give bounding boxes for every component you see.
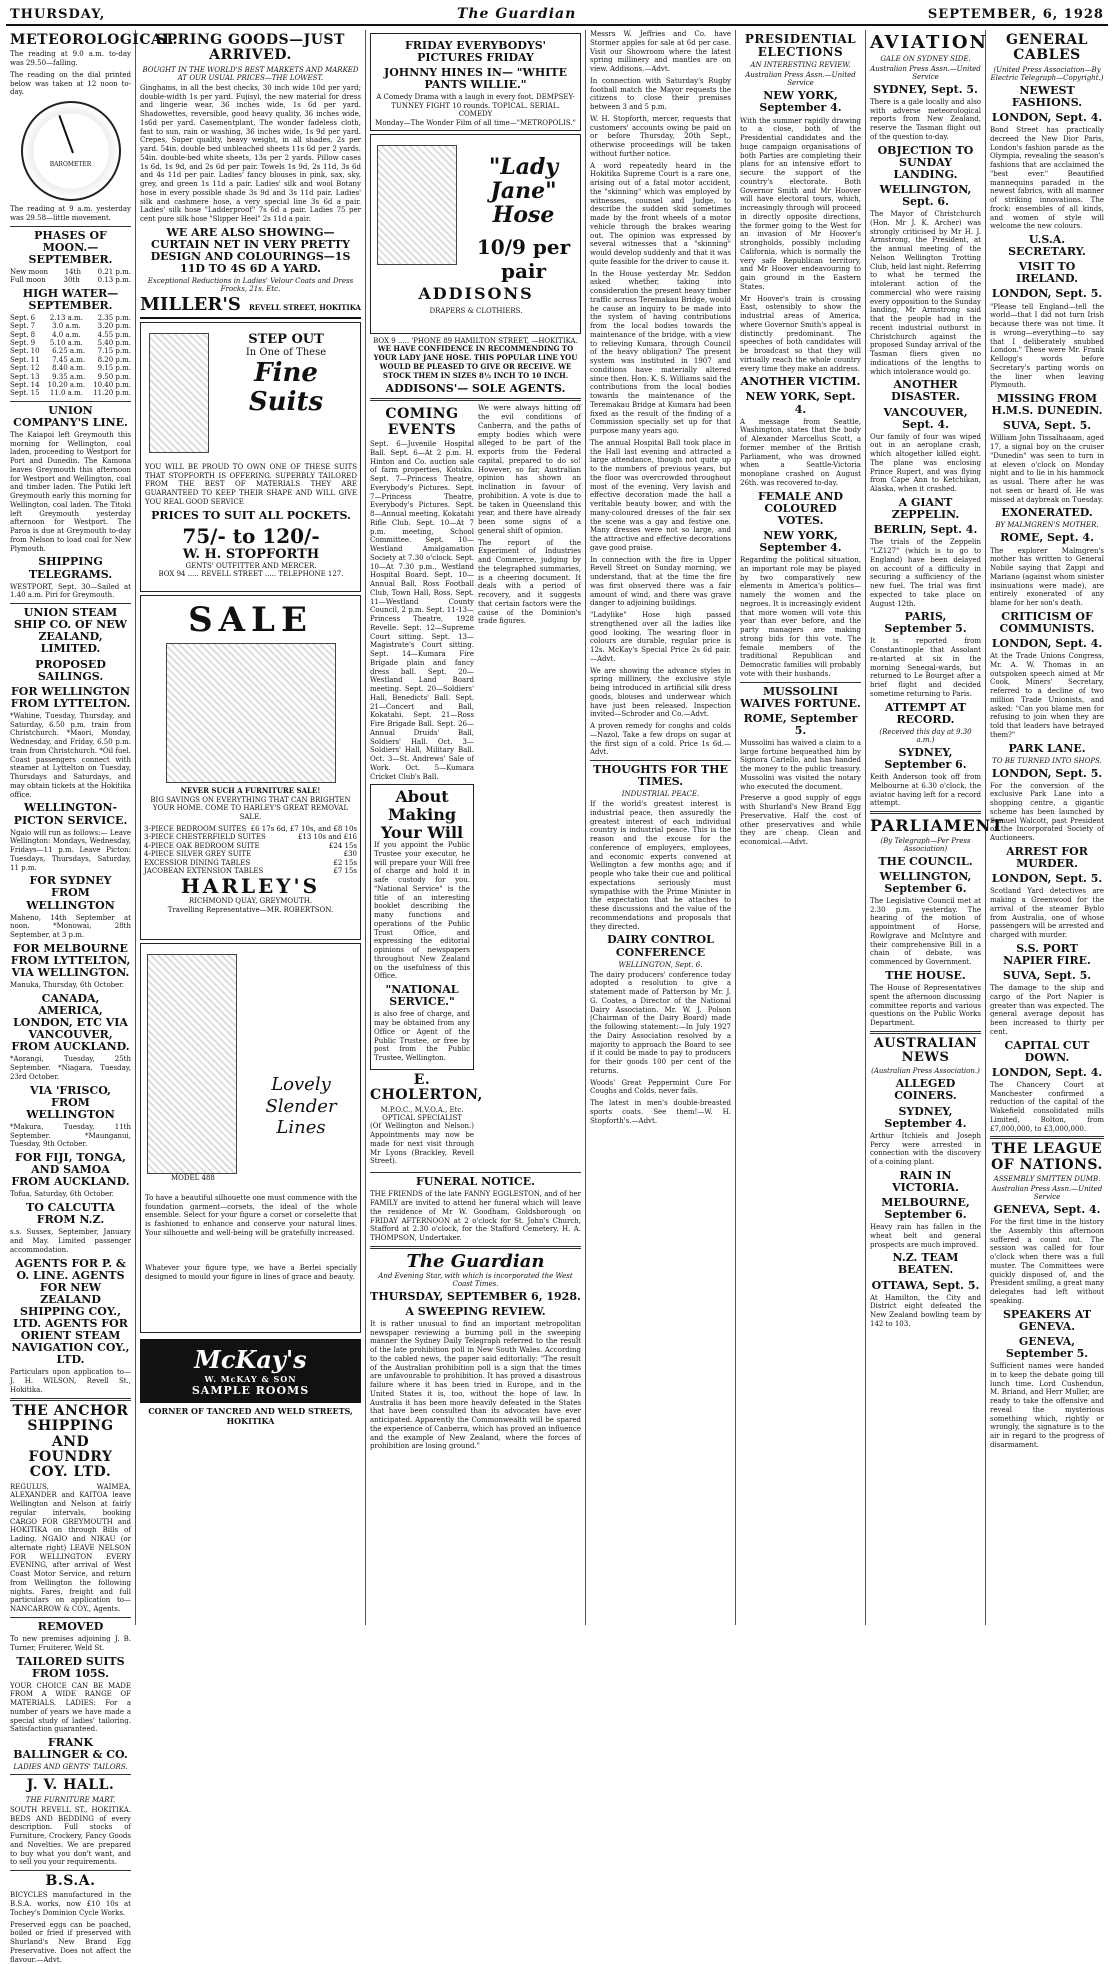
coming-text: Sept. 6—Juvenile Hospital Ball. Sept. 6—At 2 p.m. H. Hinton and Co. auction sale of farm properties, Kotuku. Sept. 7—Princess Theatre, Everybody's Pictures. Sept. 7—Princess Theatre, Everybody's Pictures. Sept. 8—Annual meeting, Kokatahi Rifle Club. Sept. 10—At 7 p.m. meeting, School Committee. Sept. 10—Westland Amalgamation Society at 7.30 o'clock. Sept. 10—At 7.30 p.m., Westland Hospital Board. Sept. 10—Annual Ball, Ross Football Club, Town Hall, Ross. Sept. 11—Westland County Council, 2 p.m. Sept. 11-13—Princess Theatre, 1928 Revelle. Sept. 12—Supreme Court sitting. Sept. 13—Magistrate's Court sitting. Sept. 14—Kumara Fire Brigade plain and fancy dress ball. Sept. 20—Westland Land Board meeting. Sept. 20—Soldiers' Hall, Benedicts' Ball. Sept. 21—Concert and Ball, Kokatahi. Sept. 21—Ross Fire Brigade Ball. Sept. 26—Annual Druids' Ball, Soldiers' Hall. Oct. 3—Soldiers' Hall, Military Ball. Oct. 3—St. Andrews' Sale of Work. Oct. 5—Kumara Cricket Club's Ball. — [370, 440, 474, 781]
exonerated-heading: EXONERATED. — [1001, 506, 1093, 520]
attempt-text: Keith Anderson took off from Melbourne at 6.30 o'clock, the aviator having left for a record attempt. — [870, 773, 981, 808]
pres-dateline: NEW YORK, September 4. — [759, 89, 842, 115]
cholerton-sub: M.P.O.C., M.V.O.A., Etc. OPTICAL SPECIALIST — [380, 1105, 464, 1123]
newspaper-page — [6, 4, 1108, 1964]
mussolini-heading: MUSSOLINI WAIVES FORTUNE. — [740, 684, 861, 710]
thoughts-heading: THOUGHTS FOR THE TIMES. — [593, 763, 728, 789]
missing-dateline: SUVA, Sept. 5. — [1002, 419, 1092, 433]
addisons-heading: ADDISONS — [418, 283, 534, 303]
public-trust-ad — [370, 784, 474, 1069]
harleys-heading: HARLEY'S — [180, 874, 321, 899]
ladyjane-price: 10/9 per pair — [476, 234, 571, 283]
removed-text: To new premises adjoining J. B. Turner, Fruiterer, Weld St. — [10, 1635, 131, 1652]
cables-heading: GENERAL CABLES — [1006, 32, 1088, 64]
tide-table — [10, 314, 131, 398]
canada-heading: CANADA, AMERICA, LONDON, ETC VIA VANCOUVER, FROM AUCKLAND. — [11, 991, 130, 1054]
tide-row: Sept. 11 7.45 a.m. 8.20 p.m. — [10, 355, 131, 364]
fiji-text: Tofua, Saturday, 6th October. — [10, 1190, 114, 1199]
parklane-heading: PARK LANE. — [1008, 741, 1086, 755]
female-dateline: NEW YORK, September 4. — [759, 528, 842, 554]
house-text: The House of Representatives spent the afternoon discussing committee reports and various questions on the Public Works Department. — [870, 984, 981, 1028]
pictures-b: A Comedy Drama with a laugh in every foot. DEMPSEY-TUNNEY FIGHT 10 rounds. TOPICAL. SERIAL. COMEDY — [376, 93, 575, 119]
wellington-text: *Wahine, Tuesday, Thursday, and Saturday, 6.50 p.m. train from Christchurch. *Maori, Monday, Wednesday, and Friday, 6.50 p.m. train from Christchurch. *Oil fuel. Coast passengers connect with steamer at Lyttelton on Tuesday, Thursdays and Saturdays, and may obtain tickets at the Hokitika office. — [10, 711, 131, 799]
masthead — [6, 4, 1108, 26]
sale-caption: NEVER SUCH A FURNITURE SALE! — [180, 786, 321, 796]
tide-row: Sept. 10 6.25 a.m. 7.15 p.m. — [10, 347, 131, 356]
frank-sub: LADIES AND GENTS' TAILORS. — [13, 1763, 128, 1772]
pres-text-2: Mr Hoover's train is crossing East, ostensibly to show the industrial areas of America, where Governor Smith's appeal is distinctly predominant. The speeches of both candidates will be broadcast so that they will virtually reach the whole country every time they make an address. — [740, 294, 861, 373]
hall-sub: THE FURNITURE MART. — [25, 1795, 116, 1804]
sweeping-text: It is rather unusual to find an important metropolitan newspaper reviewing a burning poll in the sweeping manner the Sydney Daily Telegraph referred to the result of the late prohibition poll in New South Wales. According to the cabled news, the paper said editorially: "The result of the Australian prohibition poll is a sign that the times are unfavourable to prohibition. It has proved a disastrous failure where it has been tried in Europe, and in the United States it is, too, without the hope of law. In Australia it has been more heavily defeated in the States that have been consulted than its advocates have ever anticipated. Apparently the Commonwealth will be spared the experience of Canberra, which has proved an influence and the example of New Zealand, where the forces of prohibition are losing ground." — [370, 1319, 581, 1451]
lovely-text: To have a beautiful silhouette one must commence with the foundation garment—corsets, the ideal of the whole ensemble. Select for your figure a corset or corselette that is fashioned to enhance and conserve your natural lines. Your silhouette and well-being will be gratefully increased. — [145, 1193, 357, 1237]
criticism-heading: CRITICISM OF COMMUNISTS. — [999, 609, 1095, 635]
attempt-dateline: SYDNEY, September 6. — [884, 745, 967, 771]
capital-heading: CAPITAL CUT DOWN. — [1004, 1038, 1090, 1064]
picton-text: Ngaio will run as follows:— Leave Wellington: Mondays, Wednesday, Fridays—11 p.m. Leave Picton: Tuesdays, Thursdays, Saturday, 11 p.m. — [10, 828, 131, 872]
team-text: At Hamilton, the City and District eight defeated the New Zealand bowling team by 142 to 103. — [870, 1293, 981, 1328]
addisons-sub: DRAPERS & CLOTHIERS. — [429, 306, 523, 315]
canada-text: *Aorangi, Tuesday, 25th September. *Niagara, Tuesday, 23rd October. — [10, 1055, 131, 1081]
funeral-heading: FUNERAL NOTICE. — [415, 1175, 536, 1189]
guardian-heading: The Guardian — [406, 1250, 545, 1272]
pictures-a: JOHNNY HINES IN— "WHITE PANTS WILLIE." — [384, 66, 567, 92]
sweeping-text-2: The report of the Experiment of Industries and Commerce, judging by the telegraphed summaries, is a cheering document. It deals with a period of recovery, and it suggests that certain factors were the cause of the Dominion's trade figures. — [478, 538, 581, 626]
stopforth-ad — [140, 322, 361, 592]
shipping-text: WESTPORT, Sept. 30—Sailed at 1.40 a.m. Piri for Greymouth. — [10, 582, 131, 600]
showing-heading: WE ARE ALSO SHOWING—CURTAIN NET IN VERY PRETTY DESIGN AND COLOURINGS—1S 11D TO 4S 6D A YARD. — [150, 225, 351, 276]
column-6 — [866, 30, 1005, 1625]
league-text: For the first time in the history the Assembly this afternoon suffered a count out. The session was called for four o'clock when there was a full muster. The Committees were quickly disposed of, and the President smiling, a great many delegates had left without speaking. — [990, 1218, 1104, 1305]
stopforth-sub: GENTS' OUTFITTER AND MERCER. — [185, 562, 317, 571]
mckays-ad — [140, 1339, 361, 1403]
calcutta-heading: TO CALCUTTA FROM N.Z. — [26, 1201, 115, 1227]
removed-heading: REMOVED — [37, 1619, 104, 1633]
abbey-text: Scotland Yard detectives are making a Greenwood for the arrival of the steamer Byblo from Australia, one of whose passengers will be arrested and charged with murder. — [990, 887, 1104, 939]
napier-dateline: SUVA, Sept. 5. — [1002, 968, 1092, 982]
paris-text: It is reported from Constantinople that Assolant re-started at six in the morning Senegal-wards, but returned to Le Bourget after a brief flight and decided sometime returning to Paris. — [870, 637, 981, 698]
calcutta-text: s.s. Sussex, September, January and May. Limited passenger accommodation. — [10, 1228, 131, 1254]
capital-text: The Chancery Court at Manchester confirmed a reduction of the capital of the Wakefield consolidated mills Limited, Bolton, from £7,000,000, to £3,000,000. — [990, 1080, 1104, 1133]
pictures-bar: FRIDAY EVERYBODYS' PICTURES FRIDAY — [404, 39, 547, 65]
phase-row: New moon 14th 0.21 p.m. — [10, 267, 131, 276]
team-dateline: OTTAWA, Sept. 5. — [871, 1278, 980, 1292]
natservice-text: is also free of charge, and may be obtained from any Office or Agent of the Public Trustee, or free by post from the Public Trustee, Wellington. — [374, 1010, 470, 1063]
abbey-dateline: LONDON, Sept. 5. — [991, 872, 1103, 886]
criticism-dateline: LONDON, Sept. 4. — [991, 636, 1103, 650]
masthead-day: THURSDAY, — [10, 6, 106, 22]
sale-heading: SALE — [188, 599, 313, 640]
addisons-box: BOX 9 ..... 'PHONE 89 HAMILTON STREET, —HOKITIKA. — [373, 336, 578, 345]
met-text: The reading at 9.0 a.m. to-day was 29.50—falling. — [10, 50, 131, 68]
met-after: The reading at 9 a.m. yesterday was 29.58—little movement. — [10, 205, 131, 222]
newest-dateline: LONDON, Sept. 4. — [991, 110, 1103, 124]
disaster-heading: ANOTHER DISASTER. — [891, 378, 960, 404]
prices-sub: PRICES TO SUIT ALL POCKETS. — [151, 508, 351, 522]
dairy-sub: WELLINGTON, Sept. 6. — [618, 960, 703, 969]
sale-item: 3-PIECE BEDROOM SUITES £6 17s 6d, £7 10s, and £8 10s — [144, 824, 357, 833]
columns — [6, 30, 1108, 1964]
agents-heading: AGENTS FOR P. & O. LINE. AGENTS FOR NEW ZEALAND SHIPPING COY., LTD. AGENTS FOR ORIENT STEAM NAVIGATION COY., LTD. — [11, 1256, 130, 1367]
col4-text-2: W. H. Stopforth, mercer, requests that customers' accounts owing be paid on or before Thursday, 20th Sept., otherwise proceedings will be taken without further notice. — [590, 114, 731, 158]
disaster-dateline: VANCOUVER, Sept. 4. — [883, 405, 968, 431]
parklane-sub: TO BE TURNED INTO SHOPS. — [992, 756, 1102, 765]
aviation-sub: GALE ON SYDNEY SIDE. — [880, 54, 971, 63]
melbourne-text: Manuka, Thursday, 6th October. — [10, 981, 125, 990]
hall-heading: J. V. HALL. — [26, 1777, 115, 1794]
visit-heading: VISIT TO IRELAND. — [1016, 260, 1078, 286]
column-1 — [6, 30, 179, 1964]
frisco-text: *Makura, Tuesday, 11th September. *Maunganui, Tuesday, 9th October. — [10, 1122, 131, 1149]
spring-millinery-text: We are showing the advance styles in spring millinery, the exclusive style being introduced in artificial silk dress goods, blouses and underwear which have just been released. Inspection invited—Schroder and Co.—Advt. — [590, 666, 731, 719]
hose-illustration-icon — [377, 145, 457, 265]
sydney-heading: FOR SYDNEY FROM WELLINGTON — [26, 874, 115, 912]
union-heading: UNION COMPANY'S LINE. — [13, 403, 128, 429]
phase-row: Full moon 30th 0.13 p.m. — [10, 276, 131, 285]
paris-heading: PARIS, September 5. — [884, 610, 967, 636]
spring-sub: BOUGHT IN THE WORLD'S BEST MARKETS AND MARKED AT OUR USUAL PRICES—THE LOWEST. — [142, 65, 359, 82]
sale-item: 4-PIECE SILVER GREY SUITE £30 — [144, 850, 357, 859]
rain-text: Heavy rain has fallen in the wheat belt and general prospects are much improved. — [870, 1223, 981, 1249]
tide-row: Sept. 14 10.20 a.m. 10.40 p.m. — [10, 381, 131, 390]
league-heading: THE LEAGUE OF NATIONS. — [991, 1141, 1103, 1173]
newest-text: Bond Street has practically decreed the New Dior Paris, London's fashion parade as the Olympia, revealing the season's fashions that are acclaimed the "best ever." Beautified mannequins paraded in the newest fabrics, with all manner of striking innovations. The frock: ensembles of all kinds, and women of style will welcome the new colours. — [990, 126, 1104, 231]
tide-row: Sept. 12 8.40 a.m. 9.15 p.m. — [10, 364, 131, 373]
mckays-address: CORNER OF TANCRED AND WELD STREETS, HOKITIKA — [148, 1405, 353, 1426]
column-2 — [136, 30, 366, 1625]
masthead-date: SEPTEMBER, 6, 1928 — [927, 6, 1104, 22]
council-dateline: WELLINGTON, September 6. — [879, 869, 972, 895]
stepout-sub: In One of These — [245, 347, 327, 359]
coiners-text: Arthur Itchiels and Joseph Percy were arrested in connection with the discovery of a coining plant. — [870, 1131, 981, 1167]
sale-items — [144, 825, 357, 875]
sale-item: JACOBEAN EXTENSION TABLES £7 15s — [144, 866, 357, 875]
barometer-needle — [58, 115, 74, 153]
suited-man-illustration-icon — [149, 333, 209, 453]
exonerated-sub: BY MALMGREN'S MOTHER. — [995, 521, 1099, 530]
austnews-sub: (Australian Press Association.) — [871, 1067, 980, 1076]
millers-heading: MILLER'S — [140, 294, 241, 316]
thoughts-text: If the world's greatest interest is industrial peace, then assuredly the greatest interest of each individual country is industrial peace. This is the reason and the excuse for the conference of employers, employees, and economic experts convened at Wellington a few months ago; and if people who take their cue and political expectations seriously must sympathise with the Prime Minister in the expectation that he attaches to these discussions and the value of the recommendations and proposals that they directed. — [590, 800, 731, 931]
column-4 — [586, 30, 736, 1625]
napier-text: The damage to the ship and cargo of the Port Napier is greater than was expected. The general average deposit has been increased to thirty per cent. — [990, 984, 1104, 1036]
column-5 — [736, 30, 866, 1625]
anchor-text: REGULUS, WAIMEA, ALEXANDER and KAITOA leave Wellington and Nelson at fairly regular intervals, booking CARGO FOR GREYMOUTH and HOKITIKA on through Bills of Lading. NGAIO and NIKAU (or alternate right) LEAVE NELSON FOR WELLINGTON EVERY EVENING, after arrival of West Coast Motor Service, and return from Wellington the following nights. Fares, freight and full particulars on application to— NANCARROW & COY., Agents. — [10, 1482, 131, 1614]
council-heading: THE COUNCIL. — [878, 854, 973, 868]
secretary-heading: U.S.A. SECRETARY. — [1008, 233, 1086, 259]
showing-sub: Exceptional Reductions in Ladies' Velour Coats and Dress Frocks, 21s. Etc. — [147, 277, 354, 294]
fiji-heading: FOR FIJI, TONGA, AND SAMOA FROM AUCKLAND. — [11, 1151, 130, 1189]
tide-row: Sept. 13 9.35 a.m. 9.50 p.m. — [10, 372, 131, 381]
ladyjane-ad — [370, 134, 581, 334]
stepout-heading: STEP OUT — [248, 331, 324, 347]
anchor-heading: THE ANCHOR SHIPPING AND FOUNDRY COY. LTD. — [12, 1402, 129, 1481]
melbourne-heading: FOR MELBOURNE FROM LYTTELTON, VIA WELLINGTON. — [10, 941, 131, 980]
spring-heading: SPRING GOODS—JUST ARRIVED. — [156, 32, 345, 64]
ladylike-text: "Ladylike" Hose high passed strengthened over all the ladies like good looking. The wearing floor in colours are durable, regular price is 12s. McKay's Special Price 2s 6d pair.—Advt. — [590, 611, 731, 663]
column-3 — [366, 30, 586, 1625]
masthead-title: The Guardian — [456, 6, 577, 22]
frisco-heading: VIA 'FRISCO, FROM WELLINGTON — [26, 1083, 115, 1121]
funeral-text: THE FRIENDS of the late FANNY EGGLESTON, and of her FAMILY are invited to attend her funeral which will leave the residence of Mr W. Goodham, Goldsborough on FRIDAY AFTERNOON at 2 o'clock for St. John's Church, Stafford at 2.30 o'clock, for the Stafford Cemetery. H. A. THOMPSON, Undertaker. — [370, 1190, 581, 1243]
tailored-text: YOUR CHOICE CAN BE MADE FROM A WIDE RANGE OF MATERIALS. LADIES: For a number of years we have made a special study of ladies' tailoring. Satisfaction guaranteed. — [10, 1681, 131, 1734]
tide-row: Sept. 15 11.0 a.m. 11.20 p.m. — [10, 389, 131, 398]
visit-text: "Please tell England—tell the world—that I did not turn Irish because there was not time. It is wrong—everything—to say that I deliberately snubbed London." These were Mr. Frank Kellogg's words before Secretary's parting words on the liner when leaving Plymouth. — [990, 302, 1104, 390]
mckays-rooms: SAMPLE ROOMS — [191, 1383, 310, 1397]
another-heading: ANOTHER VICTIM. — [740, 375, 861, 389]
pictures-c: Monday—The Wonder Film of all time—"METROPOLIS." — [375, 118, 576, 127]
ladyjane-heading: "Lady Jane" Hose — [488, 153, 559, 229]
mckays-sub: W. McKAY & SON — [204, 1373, 297, 1384]
bsa-text: BICYCLES manufactured in the B.S.A. works, now £10 10s at Tochey's Dominion Cycle Works. — [10, 1891, 131, 1917]
coiners-dateline: SYDNEY, September 4. — [884, 1104, 967, 1130]
tide-row: Sept. 9 5.10 a.m. 5.40 p.m. — [10, 339, 131, 348]
lovely-text-2: Whatever your figure type, we have a Berlei specially designed to mould your figure in lines of grace and beauty. — [145, 1263, 357, 1281]
another-dateline: NEW YORK, Sept. 4. — [745, 390, 856, 416]
col4-text-4: In the House yesterday Mr. Seddon asked whether, taking into consideration the present heavy timber traffic across Teremakau Bridge, would he cause an inquiry to be made into the system of having contributions from the local bodies towards the maintenance of the bridge, with a view to relieving Kumara, through Council of the heavy obligation? The present system was instituted in 1907 and conditions have materially altered since then. Hon. K. S. Williams said the contributions from the local bodies towards the maintenance of the Teremakau Bridge at Kumara had been fixed as the result of the finding of a Commission specially set up for that purpose many years ago. — [590, 269, 731, 435]
house-heading: THE HOUSE. — [885, 968, 966, 982]
proposed-heading: PROPOSED SAILINGS. — [35, 657, 106, 683]
newest-heading: NEWEST FASHIONS. — [1011, 83, 1083, 109]
zeppelin-text: The trials of the Zeppelin "LZ127" (which is to go to England) have been delayed on account of a difficulty in securing a sufficiency of the new fuel. The trial was first expected to take place on August 12th. — [870, 538, 981, 608]
corset-model-illustration-icon — [147, 954, 237, 1174]
pictures-ad — [370, 33, 581, 131]
coming-text-2: We were always hitting off the evil conditions of Canberra, and the paths of empty bodies which were alleged to be part of the exports from the Federal capital, prepared to do so! However, so far, Australian opinion has shown an inclination in favour of prohibition. A vote is due to be taken in Queensland this year, and there have already been some signs of a general shift of opinion. — [478, 404, 581, 535]
missing-text: William John Tissalhaaam, aged 17, a signal boy on the cruiser "Dunedin" was seen to turn in at eleven o'clock on Monday night and to lie in his hammock as usual. There after he was not seen or heard of. He was missed at daybreak on Tuesday. — [990, 434, 1104, 504]
rain-heading: RAIN IN VICTORIA. — [892, 1168, 959, 1194]
col5-eggs-text: Preserve a good supply of eggs with Shurland's New Brand Egg Preservative. Half the cost of other preservatives and while they are cheap. Clean and economical.—Advt. — [740, 794, 861, 847]
female-text: Regarding the political situation, an important role may be played by two comparatively new elements in America's politics—namely the women and the negroes. It is increasingly evident that more women will vote this year than ever before, and the party managers are making strong bids for this vote. The female members of the traditional Republican and Democratic families will probably vote with their husbands. — [740, 556, 861, 678]
league-dateline: GENEVA, Sept. 4. — [993, 1203, 1101, 1217]
shipping-heading: SHIPPING TELEGRAMS. — [28, 555, 113, 581]
stopforth-box: BOX 94 ..... REVELL STREET ..... TELEPHONE 127. — [158, 570, 344, 579]
visit-dateline: LONDON, Sept. 5. — [991, 287, 1103, 301]
model-label: MODEL 488 — [171, 1173, 215, 1182]
remedy-text: A proven remedy for coughs and colds—Nazol. Take a few drops on sugar at the first sign of a cold. Price 1s 6d.—Advt. — [590, 722, 731, 757]
phases-heading: PHASES OF MOON.—SEPTEMBER. — [28, 228, 113, 266]
col4-text-3: A word repeatedly heard in the Hokitika Supreme Court is a rare one, arising out of a fatal motor accident, the "skinning" which was employed by witnesses, counsel and Judge, to describe the sudden skid sometimes made by the front wheels of a motor vehicle through the brakes wearing out. The opinion was expressed by several witnesses that a "skinning" would develop suddenly and that it was quite feasible for the driver to cause it. — [590, 161, 731, 266]
capital-dateline: LONDON, Sept. 4. — [991, 1065, 1103, 1079]
zeppelin-heading: A GIANT ZEPPELIN. — [891, 495, 960, 522]
dairy-text: The dairy producers' conference today adopted a resolution to give a statement made of Patterson by Mr. J. G. Coates, a Director of the National Dairy Association. Mr. W. J. Polson (Chairman of the Dairy Board) made the following statement:—In July 1927 the Dairy Association resolved by a majority to approach the Board to see if it could be made to pay to producers for their goods 100 per cent of the returns. — [590, 970, 731, 1075]
sale-text: BIG SAVINGS ON EVERYTHING THAT CAN BRIGHTEN YOUR HOME. COME TO HARLEY'S GREAT REMOVAL SALE. — [150, 795, 351, 822]
parklane-dateline: LONDON, Sept. 5. — [991, 766, 1103, 780]
aviation-heading: AVIATION — [870, 32, 988, 53]
sunday-dateline: WELLINGTON, Sept. 6. — [879, 182, 972, 209]
column-7 — [986, 30, 1108, 1625]
attempt-sub: (Received this day at 9.30 a.m.) — [879, 727, 972, 744]
speakers-dateline: GENEVA, September 5. — [1005, 1334, 1089, 1360]
col4-text-1: In connection with Saturday's Rugby football match the Mayor requests the citizens to close their premises between 3 and 5 p.m. — [590, 76, 731, 111]
addisons-sole: ADDISONS'— SOLE AGENTS. — [385, 382, 566, 396]
sale-item: 3-PIECE CHESTERFIELD SUITES £13 10s and £16 — [144, 833, 357, 842]
coming-heading: COMING EVENTS — [385, 406, 459, 438]
pres-text: With the summer rapidly drawing to a close, both of the Presidential candidates and the huge campaign organisations of both Parties are completing their plans for an intensive effort to secure the support of the country's electorate. Both Governor Smith and Mr Hoover will have electoral tours, which, increasingly through will proceed in directly opposite directions, the former going to the West for an invasion of Mr Hoover's strongholds, possibly including California, which is normally the very safe Republican territory, and Mr Hoover endeavouring to gain ground in the Eastern States. — [740, 116, 861, 291]
pres-heading: PRESIDENTIAL ELECTIONS — [744, 32, 857, 60]
tide-row: Sept. 6 2.13 a.m. 2.35 p.m. — [10, 313, 131, 322]
spring-text: Ginghams, in all the best checks, 30 inch wide 10d per yard; double-width 1s per yard. Fujisyl, the new material for dress and lingerie wear, 36 inches wide, 1s 6d per yard. Shadowettes, reversible, good heavy quality, 36 inches wide, 1s6d per yard. Casementplant, The wonder fadeless cloth, fast to sun, rain or washing, 36 inches wide, 1s 9d per yard. Crepes, Super quality, heavy weight, in all shades, 2s per yard. 54in. double bed unbleached sheets 11s 6d per 2 yards. 54in. double-bed white sheets, 13s per 2 yards. Pillow cases 1s 6d, 1s 9d, and 2s 6d per pair. Towels 1s 9d, 2s 11d, 3s 6d and 4s 11d per pair. Ladies' fancy blouses in pink, sax, sky, grey, and green 1s 11d a pair. Ladies' silk and wool Botany hose in every possible shade 3s 9d and 3s 11d pair. Ladies' silk and cashmere hose, a very special line 3s 6d a pair. Ladies' silk hose "Ladderproof" 7s 6d a pair. Ladies 75 per cent pure silk hose "Slipper Heel" 2s 11d a pair. — [140, 83, 361, 224]
criticism-text: At the Trade Unions Congress, Mr. A. W. Thomas in an outspoken speech aimed at Mr Cook, Miners' Secretary, referred to a decline of two million Trade Unionists, and asked: "Can you blame men for refusing to join when they are told that leaders have betrayed them?" — [990, 652, 1104, 739]
harleys-sub: RICHMOND QUAY, GREYMOUTH. — [188, 897, 313, 906]
napier-heading: S.S. PORT NAPIER FIRE. — [1003, 941, 1091, 967]
league-press: Australian Press Assn.—United Service — [991, 1185, 1103, 1202]
cholerton-heading: E. CHOLERTON, — [370, 1071, 483, 1104]
another-text: A message from Seattle, Washington, states that the body of Alexander Marcellus Scott, a former member of the British Parliament, who was drowned when a Seattle-Victoria monoplane crashed on August 26th, was recovered to-day. — [740, 417, 861, 487]
coiners-heading: ALLEGED COINERS. — [894, 1077, 957, 1103]
col4-text-6: In connection with the fire in Upper Revell Street on Sunday morning, we understand, that at the time the fire was first observed there was a fair amount of wind, and there was grave danger to adjoining buildings. — [590, 555, 731, 608]
rain-dateline: MELBOURNE, September 6. — [881, 1195, 970, 1222]
parliament-sub: (By Telegraph—Per Press Association) — [880, 836, 971, 853]
guardian-date: THURSDAY, SEPTEMBER 6, 1928. — [370, 1289, 581, 1303]
col4-text-5: The annual Hospital Ball took place in the Hall last evening and attracted a large attendance, though not quite up to the numbers of previous years, but the floor was overcrowded throughout most of the evening. Very lavish and effective decoration made the hall a veritable beauty bower, and with the many-coloured dresses of the fair sex the scene was a gay and festive one. Many dresses were not so large, and the attractive and effective decorations gave good praise. — [590, 438, 731, 552]
parklane-text: For the conversion of the exclusive Park Lane into a shopping centre, a gigantic scheme has been launched by Samuel Walcott, past President of the Incorporated Society of Auctioneers. — [990, 781, 1104, 843]
jeffries-text: Messrs W. Jeffries and Co. have Stormer apples for sale at 6d per case. Visit our Showroom where the latest spring millinery and mantles are on view. Addisons.—Advt. — [590, 30, 731, 73]
col4-text-7: The latest in men's double-breasted sports coats. See them!—W. H. Stopforth's.—Advt. — [590, 1099, 731, 1125]
austnews-heading: AUSTRALIAN NEWS — [873, 1035, 978, 1066]
will-text: If you appoint the Public Trustee your executor, he will prepare your Will free of charge and hold it in safe custody for you. "National Service" is the title of an interesting booklet describing the many functions and operations of the Public Trust Office, and expressing the editorial opinions of newspapers throughout New Zealand on the usefulness of this Office. — [374, 841, 470, 981]
barometer-dial-icon — [21, 101, 121, 201]
harleys-ad — [140, 595, 361, 940]
sweeping-heading: A SWEEPING REVIEW. — [405, 1304, 546, 1318]
barometer-label: BAROMETER — [49, 161, 92, 169]
sale-item: EXCESSIOR DINING TABLES £2 15s — [144, 858, 357, 867]
sydney-text: Maheno, 14th September at noon. *Monowai, 28th September, at 3 p.m. — [10, 913, 131, 940]
speakers-text: Sufficient names were handed in to keep the debate going till lunch time. Lord Cushendun, M. Briand, and Herr Muller, are ready to take the offensive and reveal the mysterious something which, rightly or wrongly, the signature is to the air in regard to the progress of disarmament. — [990, 1362, 1104, 1449]
met-text-2: The reading on the dial printed below was taken at 12 noon to-day. — [10, 70, 131, 97]
cables-sub: (United Press Association—By Electric Telegraph—Copyright.) — [990, 65, 1104, 82]
frank-heading: FRANK BALLINGER & CO. — [13, 1736, 128, 1762]
female-heading: FEMALE AND COLOURED VOTES. — [758, 489, 843, 527]
parliament-heading: PARLIAMENT — [870, 816, 1005, 836]
sunday-heading: OBJECTION TO SUNDAY LANDING. — [877, 143, 974, 181]
exonerated-dateline: ROME, Sept. 4. — [1000, 531, 1094, 545]
picton-heading: WELLINGTON-PICTON SERVICE. — [13, 801, 128, 827]
mckays-heading: McKay's — [194, 1344, 307, 1374]
berlei-ad — [140, 943, 361, 1333]
council-text: The Legislative Council met at 2.30 p.m. yesterday. The hearing of the motion of appointment of Horse, Rowlgrave and McIntyre and their comprehensive Bill in a chain of debate, was commenced by Government. — [870, 896, 981, 967]
addisons-text: WE HAVE CONFIDENCE IN RECOMMENDING TO YOUR LADY JANE HOSE. THIS POPULAR LINE YOU WOULD BE PLEASED TO GIVE OR RECEIVE. WE STOCK THEM IN SIZES 8½ INCH TO 10 INCH. — [373, 344, 578, 380]
attempt-heading: ATTEMPT AT RECORD. — [885, 700, 966, 726]
missing-heading: MISSING FROM H.M.S. DUNEDIN. — [991, 392, 1103, 418]
suits-heading: Suits — [248, 386, 324, 417]
mussolini-dateline: ROME, September 5. — [743, 711, 858, 737]
disaster-text: Our family of four was wiped out in an aeroplane crash, which altogether killed eight. The plane was enclosing Prince Rupert, and was flying from Cape Ann to Ketchikan, Alaska, when it crashed. — [870, 432, 981, 494]
agents-text: Particulars upon application to— J. H. WILSON, Revell St., Hokitika. — [10, 1368, 131, 1394]
phases-list — [10, 268, 131, 285]
union-text: The Kaiapoi left Greymouth this morning for Wellington, coal laden, proceeding to Westport for Port and Dunedin. The Kamona leaves Greymouth this afternoon for Westport and Wellington, coal and timber laden. The Putiki left Greymouth early this morning for Wellington, coal laden. The Titoki left Greymouth yesterday afternoon for Westport. The Paroa is due at Greymouth to-day from Nelson to load coal for New Plymouth. — [10, 430, 131, 553]
high-water-heading: HIGH WATER—SEPTEMBER. — [22, 286, 119, 312]
hall-text: SOUTH REVELL ST., HOKITIKA. BEDS AND BEDDING of every description. Full stocks of Furniture, Crockery, Fancy Goods and Novelties. We are prepared to buy what you don't want, and to sell you your requirements. — [10, 1805, 131, 1867]
tide-row: Sept. 7 3.0 a.m. 3.20 p.m. — [10, 322, 131, 331]
tailored-heading: TAILORED SUITS FROM 105S. — [16, 1654, 125, 1680]
price-range: 75/- to 120/- — [182, 523, 320, 548]
aviation-text: There is a gale locally and also with adverse meteorological reports from New Zealand, reserve the Tasman flight out of the question to-day. — [870, 97, 981, 141]
thoughts-sub: INDUSTRIAL PEACE. — [621, 790, 700, 799]
tide-row: Sept. 8 4.0 a.m. 4.55 p.m. — [10, 330, 131, 339]
pres-sub: AN INTERESTING REVIEW. — [750, 61, 851, 70]
meteorological-heading: METEOROLOGICAL. — [10, 32, 179, 48]
mussolini-text: Mussolini has waived a claim to a large fortune bequeathed him by Signora Cariello, and has handed the money to the public treasury. Mussolini was visited the notary who executed the document. — [740, 738, 861, 791]
zeppelin-dateline: BERLIN, Sept. 4. — [873, 523, 978, 537]
sale-item: 4-PIECE OAK BEDROOM SUITE £24 15s — [144, 841, 357, 850]
sunday-text: The Mayor of Christchurch (Hon. Mr J. K. Archer) was strongly criticised by Mr H. J. Armstrong, the President, at the annual meeting of the Nelson Wellington Trotting Club, held last night. Referring to what he termed the intolerant action of the commercial who were raising every opposition to the Sunday landing, Mr Armstrong said that the people had in the recent industrial outburst in Christchurch against the proposed Sunday arrival of the Tasman fliers given no indications of the lengths to which intolerance would go. — [870, 210, 981, 376]
speakers-heading: SPEAKERS AT GENEVA. — [1002, 1307, 1092, 1333]
natservice-heading: "NATIONAL SERVICE." — [385, 983, 459, 1009]
cholerton-text: (Of Wellington and Nelson.) Appointments may now be made for next visit through Mr Lyons (Brackley, Revell Street). — [370, 1122, 474, 1166]
millers-address: REVELL STREET, HOKITIKA — [248, 303, 361, 313]
aviation-dateline: SYDNEY, Sept. 5. — [873, 82, 978, 96]
usc-heading: UNION STEAM SHIP CO. OF NEW ZEALAND, LIMITED. — [14, 606, 127, 656]
guardian-sub: And Evening Star, with which is incorporated the West Coast Times. — [378, 1271, 573, 1288]
dairy-heading: DAIRY CONTROL CONFERENCE — [607, 933, 714, 959]
furniture-illustration-icon — [166, 643, 336, 783]
eggs-text: Preserved eggs can be poached, boiled or fried if preserved with Shurland's New Brand Egg Preservative. Does not affect the flavour.—Advt. — [10, 1920, 131, 1964]
fine-heading: Fine — [254, 358, 318, 389]
abbey-heading: ARREST FOR MURDER. — [1006, 844, 1088, 871]
aviation-press: Australian Press Assn.—United Service — [870, 64, 981, 81]
bsa-heading: B.S.A. — [45, 1873, 96, 1890]
pres-press: Australian Press Assn.—United Service — [745, 71, 856, 88]
team-heading: N.Z. TEAM BEATEN. — [892, 1251, 959, 1277]
league-sub: ASSEMBLY SMITTEN DUMB. — [993, 1175, 1101, 1184]
wellington-heading: FOR WELLINGTON FROM LYTTELTON. — [10, 684, 131, 710]
lovely-heading: Lovely Slender Lines — [265, 1073, 337, 1139]
will-heading: About Making Your Will — [380, 787, 464, 842]
harleys-rep: Travelling Representative—MR. ROBERTSON. — [167, 905, 334, 914]
woods-text: Woods' Great Peppermint Cure For Coughs and Colds, never fails. — [590, 1078, 731, 1096]
exonerated-text: The explorer Malmgren's mother has written to General Nobile saying that Zappi and Mariano (against whom sinister insinuations were made), are entirely exonerated of any blame for her son's death. — [990, 546, 1104, 607]
stopforth-heading: W. H. STOPFORTH — [182, 546, 320, 562]
stopforth-text: YOU WILL BE PROUD TO OWN ONE OF THESE SUITS THAT STOPFORTH IS OFFERING. SUPERBLY TAILORED FROM THE BEST OF MATERIALS THEY ARE GUARANTEED TO KEEP THEIR SHAPE AND WILL GIVE YOU REAL GOOD SERVICE — [145, 462, 357, 506]
